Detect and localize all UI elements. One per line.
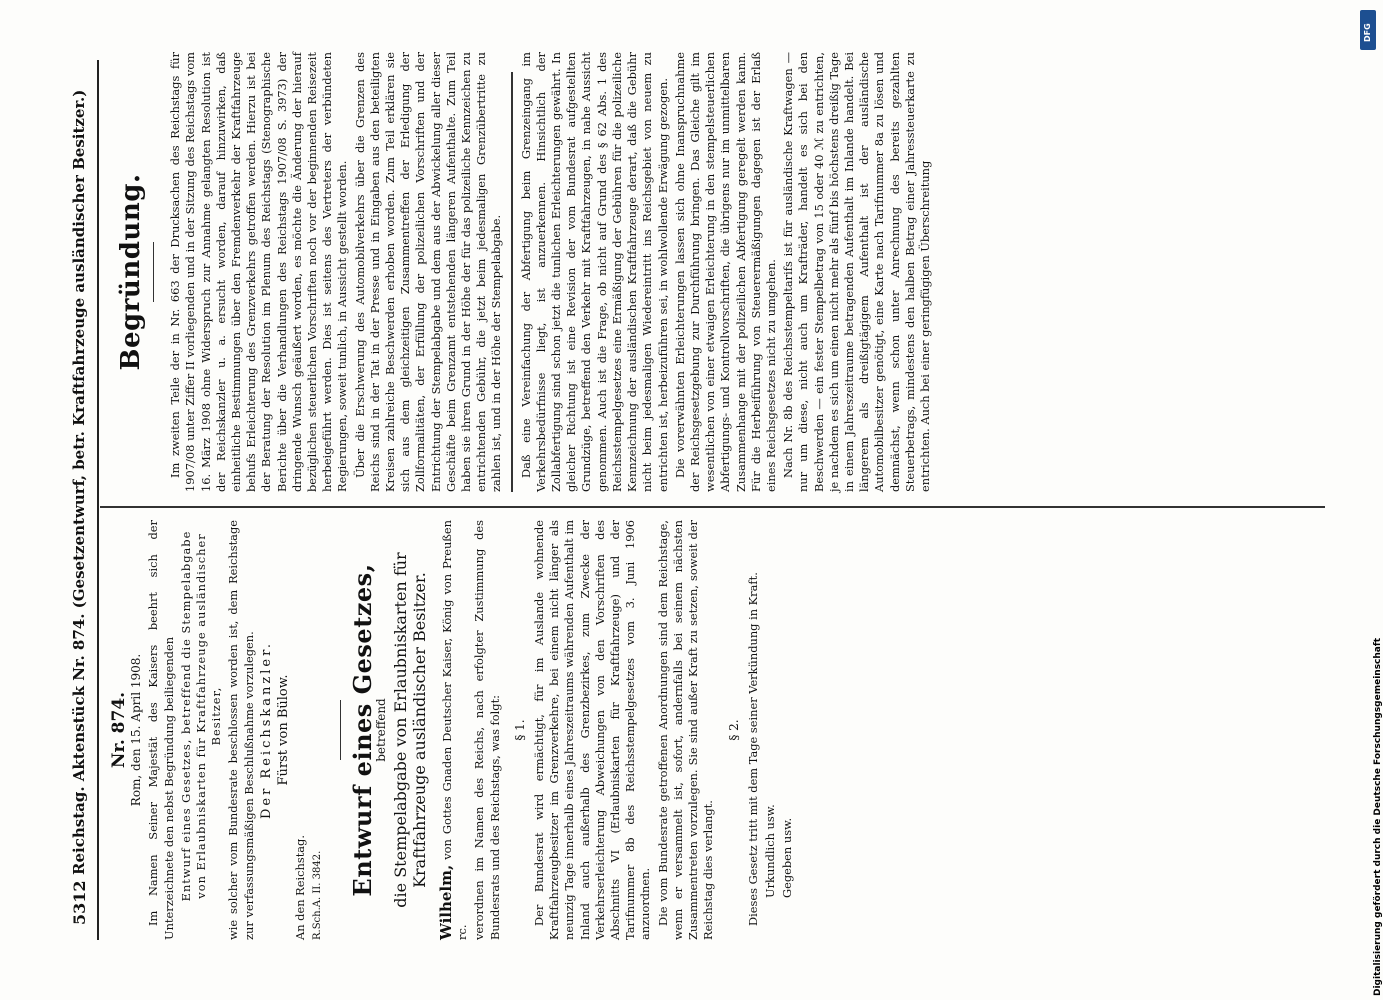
separator xyxy=(340,700,341,760)
kaiser-title: von Gottes Gnaden Deutscher Kaiser, König von Preußen rc. xyxy=(440,520,470,940)
intro-text: Im Namen Seiner Majestät des Kaisers beehrt sich der Unterzeichnete den nebst Begründung beiliegenden xyxy=(146,520,176,940)
dateline: Rom, den 15. April 1908. xyxy=(129,653,144,807)
begruendung-paragraph-1: Im zweiten Teile der in Nr. 663 der Drucksachen des Reichstags für 1907/08 unter Ziffer II vorliegenden und in der Sitzung des Reichstags vom 16. März 1908 ohne Widerspruch zur Annahme gelangten Resolution ist der Reichskanzler u. a. ersucht worden, darauf hinzuwirken, daß einheitliche Bestimmungen über den Fremdenverkehr der Kraftfahrzeuge behufs Erleichterung des Grenzverkehrs getroffen werden. Hierzu ist bei der Beratung der Resolution im Plenum des Reichstags (Stenographische Berichte über die Verhandlungen des Reichstags 1907/08 S. 3973) der dringende Wunsch geäußert worden, es möchte die Änderung der hierauf bezüglichen steuerlichen Vorschriften noch vor der beginnenden Reisezeit herbeigeführt werden. Dies ist seitens des Vertreters der verbündeten Regierungen, soweit tunlich, in Aussicht gestellt worden. xyxy=(168,52,350,492)
separator xyxy=(153,242,154,302)
intro-text-2: wie solcher vom Bundesrate beschlossen worden ist, dem Reichstage zur verfassungsmäßigen Beschlußnahme vorzulegen. xyxy=(226,520,256,940)
section-2-heading: § 2. xyxy=(726,719,741,741)
reference-number: R.Sch.A. II. 3842. xyxy=(312,850,324,940)
document-number: Nr. 874. xyxy=(109,691,129,769)
closing-2: Gegeben usw. xyxy=(780,817,795,898)
kaiser-name: Wilhelm, xyxy=(437,864,456,940)
addressee: An den Reichstag. xyxy=(293,835,308,940)
running-head: Reichstag. Aktenstück Nr. 874. (Gesetzentwurf, betr. Kraftfahrzeuge ausländischer Besitzer.) xyxy=(70,89,88,875)
dfg-credit: Digitalisierung gefördert durch die Deutsche Forschungsgemeinschaft xyxy=(1373,637,1383,996)
begruendung-paragraph-3: Daß eine Vereinfachung der Abfertigung beim Grenzeingang im Verkehrsbedürfnisse liegt, ist anzuerkennen. Hinsichtlich der Zollabfertigung sind schon jetzt die tunlichen Erleichterungen gewährt. In gleicher Richtung ist eine Revision der vom Bundesrat aufgestellten Grundzüge, betreffend den Verkehr mit Kraftfahrzeugen, in nahe Aussicht genommen. Auch ist die Frage, ob nicht auf Grund des § 62 Abs. 1 des Reichsstempelgesetzes eine Ermäßigung der Gebühren für die polizeiliche Kennzeichnung der ausländischen Kraftfahrzeuge derart, daß die Gebühr nicht beim jedesmaligen Wiedereintritt ins Reichsgebiet von neuem zu entrichten ist, herbeizuführen sei, in wohlwollende Erwägung gezogen. xyxy=(518,52,670,492)
begruendung-heading: Begründung. xyxy=(116,173,146,371)
dfg-logo-icon: DFG xyxy=(1360,10,1376,50)
law-subtitle: die Stempelabgabe von Erlaubniskarten für Kraftfahrzeuge ausländischer Besitzer. xyxy=(391,552,430,908)
paragraph-rule xyxy=(511,72,513,492)
section-1-text-2: Die vom Bundesrate getroffenen Anordnungen sind dem Reichstage, wenn er versammelt ist, sofort, andernfalls bei seinem nächsten Zusammentreten vorzulegen. Sie sind außer Kraft zu setzen, soweit der Reichstag dies verlangt. xyxy=(655,520,716,940)
page-number: 5312 xyxy=(70,880,89,925)
signer-name: Fürst von Bülow. xyxy=(276,674,292,786)
dfg-sidebar xyxy=(1358,6,1383,996)
column-rule xyxy=(100,506,1325,508)
section-1-heading: § 1. xyxy=(512,719,527,741)
left-column xyxy=(109,520,797,940)
draft-title: Entwurf eines Gesetzes, betreffend die Stempelabgabe von Erlaubniskarten für Kraftfahrzeuge ausländischer Besitzer, xyxy=(178,530,224,902)
begruendung-paragraph-2: Über die Erschwerung des Automobilverkehrs über die Grenzen des Reichs sind in der Tat in der Presse und in Eingaben aus den beteiligten Kreisen zahlreiche Beschwerden erhoben worden. Zum Teil erklären sie sich aus dem gleichzeitigen Zusammentreffen der Erledigung der Zollformalitäten, der Erfüllung der polizeilichen Vorschriften und der Entrichtung der Stempelabgabe und dem aus der Abwickelung aller dieser Geschäfte beim Grenzamt entstehenden längeren Aufenthalte. Zum Teil haben sie ihren Grund in der Höhe der für das polizeiliche Kennzeichen zu entrichtenden Gebühr, die jetzt beim jedesmaligen Grenzübertritte zu zahlen ist, und in der Höhe der Stempelabgabe. xyxy=(352,52,504,492)
begruendung-paragraph-4: Die vorerwähnten Erleichterungen lassen sich ohne Inanspruchnahme der Reichsgesetzgebung zur Durchführung bringen. Das Gleiche gilt im wesentlichen von einer etwaigen Erleichterung in den stempelsteuerlichen Abfertigungs- und Kontrollvorschriften, die übrigens nur im unmittelbaren Zusammenhange mit der polizeilichen Abfertigung geregelt werden kann. Für die Herbeiführung von Steuerermäßigungen dagegen ist der Erlaß eines Reichsgesetzes nicht zu umgehen. xyxy=(672,52,778,492)
signer-title: Der Reichskanzler. xyxy=(258,640,274,820)
begruendung-paragraph-5: Nach Nr. 8b des Reichsstempeltarifs ist für ausländische Kraftwagen — nur um diese, nicht auch um Krafträder, handelt es sich bei den Beschwerden — ein fester Stempelbetrag von 15 oder 40 ℳ zu entrichten, je nachdem es sich um einen nicht mehr als fünf bis höchstens dreißig Tage in einem Jahreszeitraume betragenden Aufenthalt im Inlande handelt. Bei längerem als dreißigtägigem Aufenthalt ist der ausländische Automobilbesitzer genötigt, eine Karte nach Tarifnummer 8a zu lösen und demnächst, wenn schon unter Anrechnung des bereits gezahlten Steuerbetrags, mindestens den halben Betrag einer Jahressteuerkarte zu entrichten. Auch bei einer geringfügigen Überschreitung xyxy=(781,52,932,492)
law-betreffend: betreffend xyxy=(373,698,388,762)
law-title: Entwurf eines Gesetzes, xyxy=(347,563,377,897)
closing-1: Urkundlich usw. xyxy=(762,804,777,898)
enacting-clause: verordnen im Namen des Reichs, nach erfolgter Zustimmung des Bundesrats und des Reichstags, was folgt: xyxy=(472,520,502,940)
running-header xyxy=(58,0,98,1000)
section-2-text: Dieses Gesetz tritt mit dem Tage seiner Verkündung in Kraft. xyxy=(745,572,760,926)
header-rule xyxy=(97,60,99,940)
right-column xyxy=(112,52,935,492)
section-1-text: Der Bundesrat wird ermächtigt, für im Auslande wohnende Kraftfahrzeugbesitzer im Grenzverkehre, bei einem nicht länger als neunzig Tage innerhalb eines Jahreszeitraums währenden Aufenthalt im Inland auch außerhalb des Grenzbezirkes, zum Zwecke der Verkehrserleichterung Abweichungen von den Vorschriften des Abschnitts VI (Erlaubniskarten für Kraftfahrzeuge) und der Tarifnummer 8b des Reichsstempelgesetzes vom 3. Juni 1906 anzuordnen. xyxy=(532,520,653,940)
